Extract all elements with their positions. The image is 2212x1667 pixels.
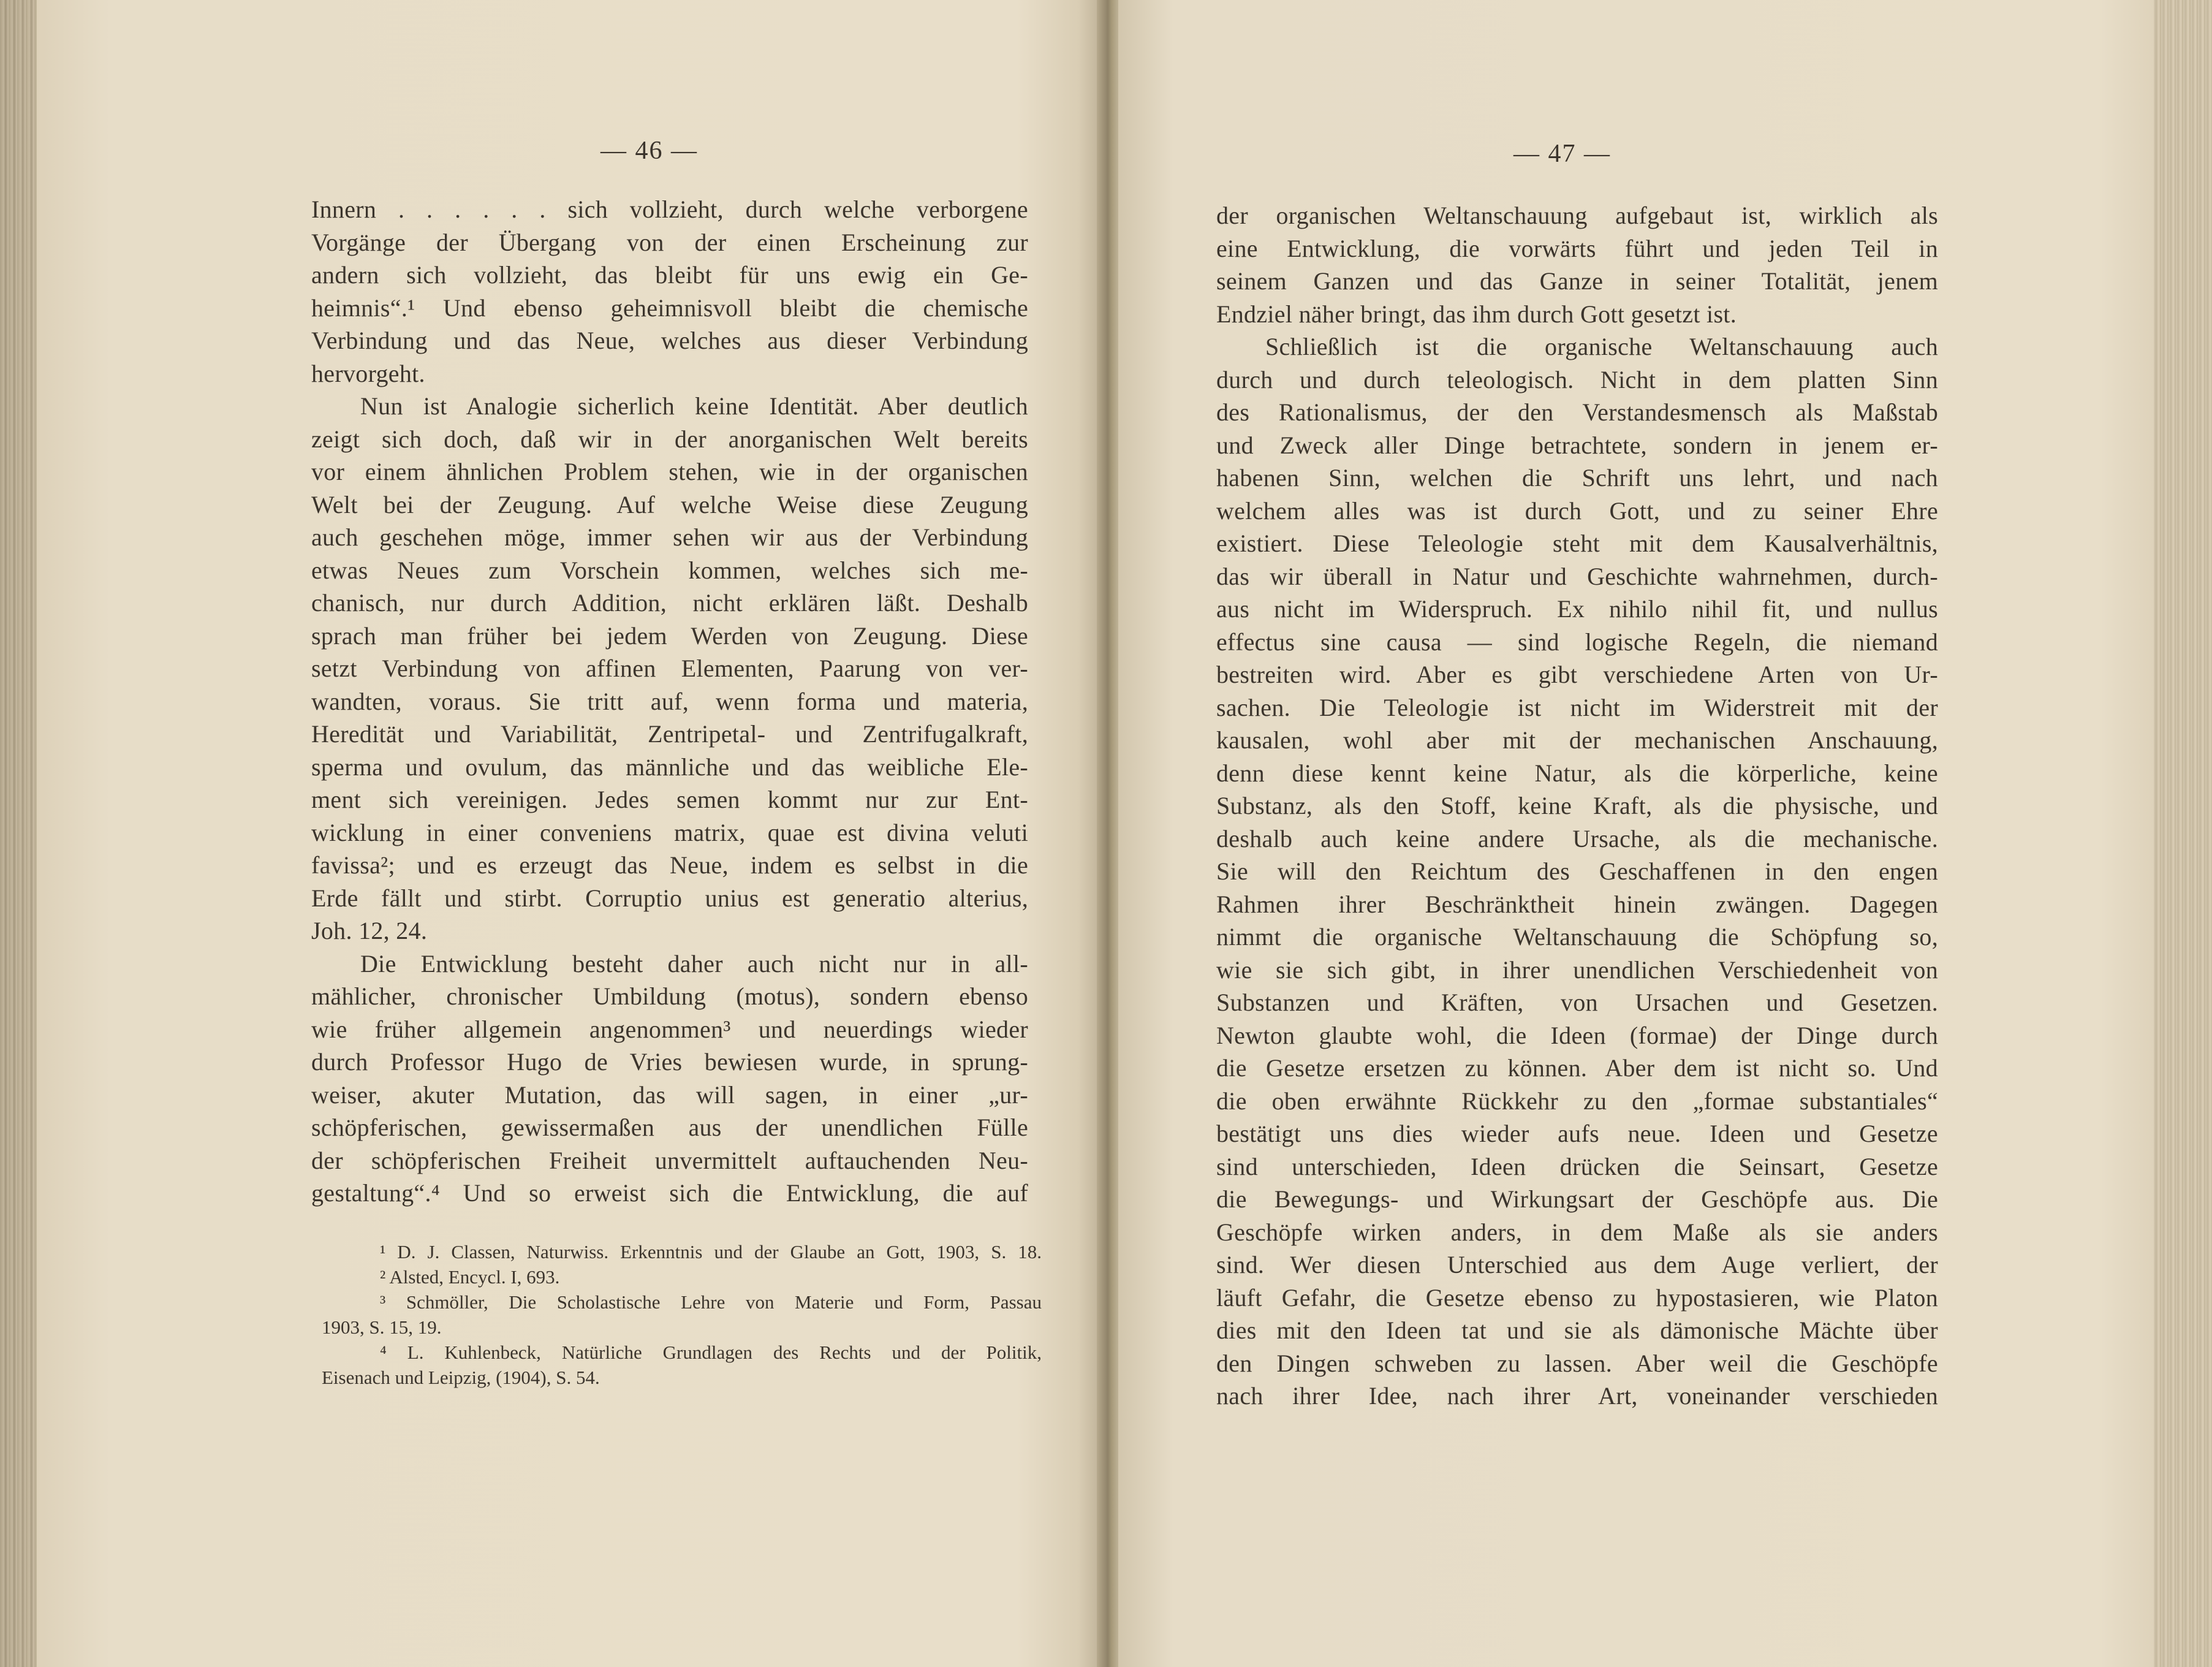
text-line: denn diese kennt keine Natur, als die körperliche, keine bbox=[1216, 759, 1938, 787]
right-page-number: — 47 — bbox=[1513, 140, 1611, 168]
text-line: aus nicht im Widerspruch. Ex nihilo nihil fit, und nullus bbox=[1216, 595, 1938, 623]
text-line: Sie will den Reichtum des Geschaffenen in den engen bbox=[1216, 857, 1938, 885]
footnote-line: Eisenach und Leipzig, (1904), S. 54. bbox=[322, 1367, 600, 1388]
text-line: wie früher allgemein angenommen³ und neuerdings wieder bbox=[311, 1015, 1028, 1043]
text-line: Die Entwicklung besteht daher auch nicht nur in all- bbox=[360, 949, 1028, 978]
text-line: die Bewegungs- und Wirkungsart der Geschöpfe aus. Die bbox=[1216, 1185, 1938, 1213]
text-line: seinem Ganzen und das Ganze in seiner Totalität, jenem bbox=[1216, 267, 1938, 295]
text-line: sind unterschieden, Ideen drücken die Seinsart, Gesetze bbox=[1216, 1152, 1938, 1180]
text-line: Newton glaubte wohl, die Ideen (formae) der Dinge durch bbox=[1216, 1021, 1938, 1049]
text-line: bestreiten wird. Aber es gibt verschiedene Arten von Ur- bbox=[1216, 661, 1938, 688]
left-page-number: — 46 — bbox=[600, 137, 698, 165]
text-line: deshalb auch keine andere Ursache, als die mechanische. bbox=[1216, 824, 1938, 852]
text-line: Joh. 12, 24. bbox=[311, 917, 428, 944]
text-line: Geschöpfe wirken anders, in dem Maße als sie anders bbox=[1216, 1218, 1938, 1246]
text-line: nach ihrer Idee, nach ihrer Art, voneinander verschieden bbox=[1216, 1382, 1938, 1410]
text-line: zeigt sich doch, daß wir in der anorganischen Welt bereits bbox=[311, 425, 1028, 453]
text-line: Endziel näher bringt, das ihm durch Gott gesetzt ist. bbox=[1216, 300, 1737, 328]
text-line: des Rationalismus, der den Verstandesmensch als Maßstab bbox=[1216, 398, 1938, 426]
text-line: der schöpferischen Freiheit unvermittelt auftauchenden Neu- bbox=[311, 1146, 1028, 1174]
text-line: Substanzen und Kräften, von Ursachen und Gesetzen. bbox=[1216, 989, 1938, 1016]
text-line: setzt Verbindung von affinen Elementen, Paarung von ver- bbox=[311, 655, 1028, 682]
page-stack-right-edge bbox=[2154, 0, 2212, 1667]
text-line: die Gesetze ersetzen zu können. Aber dem ist nicht so. Und bbox=[1216, 1054, 1938, 1082]
footnote-line: 1903, S. 15, 19. bbox=[322, 1316, 442, 1338]
text-line: wandten, voraus. Sie tritt auf, wenn forma und materia, bbox=[311, 687, 1028, 715]
text-line: sind. Wer diesen Unterschied aus dem Auge verliert, der bbox=[1216, 1251, 1938, 1278]
text-line: mählicher, chronischer Umbildung (motus), sondern ebenso bbox=[311, 982, 1028, 1010]
text-line: andern sich vollzieht, das bleibt für uns ewig ein Ge- bbox=[311, 261, 1028, 289]
text-line: habenen Sinn, welchen die Schrift uns lehrt, und nach bbox=[1216, 464, 1938, 492]
text-line: schöpferischen, gewissermaßen aus der unendlichen Fülle bbox=[311, 1114, 1028, 1141]
text-line: Verbindung und das Neue, welches aus dieser Verbindung bbox=[311, 327, 1028, 354]
book-gutter bbox=[1097, 0, 1121, 1667]
text-line: favissa²; und es erzeugt das Neue, indem es selbst in die bbox=[311, 851, 1028, 879]
text-line: sprach man früher bei jedem Werden von Zeugung. Diese bbox=[311, 621, 1028, 650]
text-line: sperma und ovulum, das männliche und das weibliche Ele- bbox=[311, 753, 1028, 781]
text-line: chanisch, nur durch Addition, nicht erklären läßt. Deshalb bbox=[311, 589, 1028, 617]
text-line: kausalen, wohl aber mit der mechanischen Anschauung, bbox=[1216, 726, 1938, 754]
text-line: wie sie sich gibt, in ihrer unendlichen Verschiedenheit von bbox=[1216, 955, 1938, 984]
text-line: die oben erwähnte Rückkehr zu den „formae substantiales“ bbox=[1216, 1087, 1938, 1115]
text-line: auch geschehen möge, immer sehen wir aus der Verbindung bbox=[311, 523, 1028, 551]
text-line: dies mit den Ideen tat und sie als dämonische Mächte über bbox=[1216, 1316, 1938, 1344]
text-line: Innern . . . . . . sich vollzieht, durch welche verborgene bbox=[311, 196, 1028, 223]
text-line: Schließlich ist die organische Weltanschauung auch bbox=[1265, 333, 1938, 360]
text-line: läuft Gefahr, die Gesetze ebenso zu hypostasieren, wie Platon bbox=[1216, 1283, 1938, 1312]
text-line: das wir überall in Natur und Geschichte wahrnehmen, durch- bbox=[1216, 562, 1938, 590]
text-line: und Zweck aller Dinge betrachtete, sondern in jenem er- bbox=[1216, 431, 1938, 459]
text-line: etwas Neues zum Vorschein kommen, welches sich me- bbox=[311, 556, 1028, 584]
text-line: gestaltung“.⁴ Und so erweist sich die Entwicklung, die auf bbox=[311, 1179, 1028, 1207]
text-line: Vorgänge der Übergang von der einen Erscheinung zur bbox=[311, 228, 1028, 256]
footnote-line: ² Alsted, Encycl. I, 693. bbox=[380, 1266, 560, 1288]
text-line: durch und durch teleologisch. Nicht in dem platten Sinn bbox=[1216, 365, 1938, 393]
text-line: Nun ist Analogie sicherlich keine Identität. Aber deutlich bbox=[360, 392, 1028, 420]
left-page-body bbox=[311, 193, 1028, 1210]
text-line: Welt bei der Zeugung. Auf welche Weise diese Zeugung bbox=[311, 490, 1028, 518]
left-page-footnotes bbox=[322, 1239, 1042, 1390]
text-line: heimnis“.¹ Und ebenso geheimnisvoll bleibt die chemische bbox=[311, 294, 1028, 322]
text-line: weiser, akuter Mutation, das will sagen, in einer „ur- bbox=[311, 1080, 1028, 1109]
text-line: Rahmen ihrer Beschränktheit hinein zwängen. Dagegen bbox=[1216, 890, 1938, 918]
text-line: welchem alles was ist durch Gott, und zu seiner Ehre bbox=[1216, 496, 1938, 525]
text-line: hervorgeht. bbox=[311, 359, 425, 387]
text-line: nimmt die organische Weltanschauung die Schöpfung so, bbox=[1216, 923, 1938, 951]
text-line: bestätigt uns dies wieder aufs neue. Ideen und Gesetze bbox=[1216, 1120, 1938, 1147]
text-line: Heredität und Variabilität, Zentripetal- und Zentrifugalkraft, bbox=[311, 720, 1028, 748]
text-line: ment sich vereinigen. Jedes semen kommt nur zur Ent- bbox=[311, 786, 1028, 813]
text-line: der organischen Weltanschauung aufgebaut ist, wirklich als bbox=[1216, 202, 1938, 229]
text-line: durch Professor Hugo de Vries bewiesen wurde, in sprung- bbox=[311, 1048, 1028, 1076]
right-page-body bbox=[1216, 199, 1938, 1413]
text-line: sachen. Die Teleologie ist nicht im Widerstreit mit der bbox=[1216, 693, 1938, 721]
text-line: vor einem ähnlichen Problem stehen, wie in der organischen bbox=[311, 458, 1028, 485]
text-line: eine Entwicklung, die vorwärts führt und jeden Teil in bbox=[1216, 234, 1938, 262]
text-line: Substanz, als den Stoff, keine Kraft, als die physische, und bbox=[1216, 792, 1938, 819]
footnote-line: ⁴ L. Kuhlenbeck, Natürliche Grundlagen des Rechts und der Politik, bbox=[380, 1342, 1042, 1363]
text-line: den Dingen schweben zu lassen. Aber weil die Geschöpfe bbox=[1216, 1349, 1938, 1377]
text-line: effectus sine causa — sind logische Regeln, die niemand bbox=[1216, 628, 1938, 656]
text-line: wicklung in einer conveniens matrix, quae est divina veluti bbox=[311, 818, 1028, 846]
text-line: existiert. Diese Teleologie steht mit dem Kausalverhältnis, bbox=[1216, 530, 1938, 557]
footnote-line: ³ Schmöller, Die Scholastische Lehre von Materie und Form, Passau bbox=[380, 1291, 1042, 1313]
footnote-line: ¹ D. J. Classen, Naturwiss. Erkenntnis und der Glaube an Gott, 1903, S. 18. bbox=[380, 1241, 1042, 1263]
text-line: Erde fällt und stirbt. Corruptio unius est generatio alterius, bbox=[311, 884, 1028, 912]
